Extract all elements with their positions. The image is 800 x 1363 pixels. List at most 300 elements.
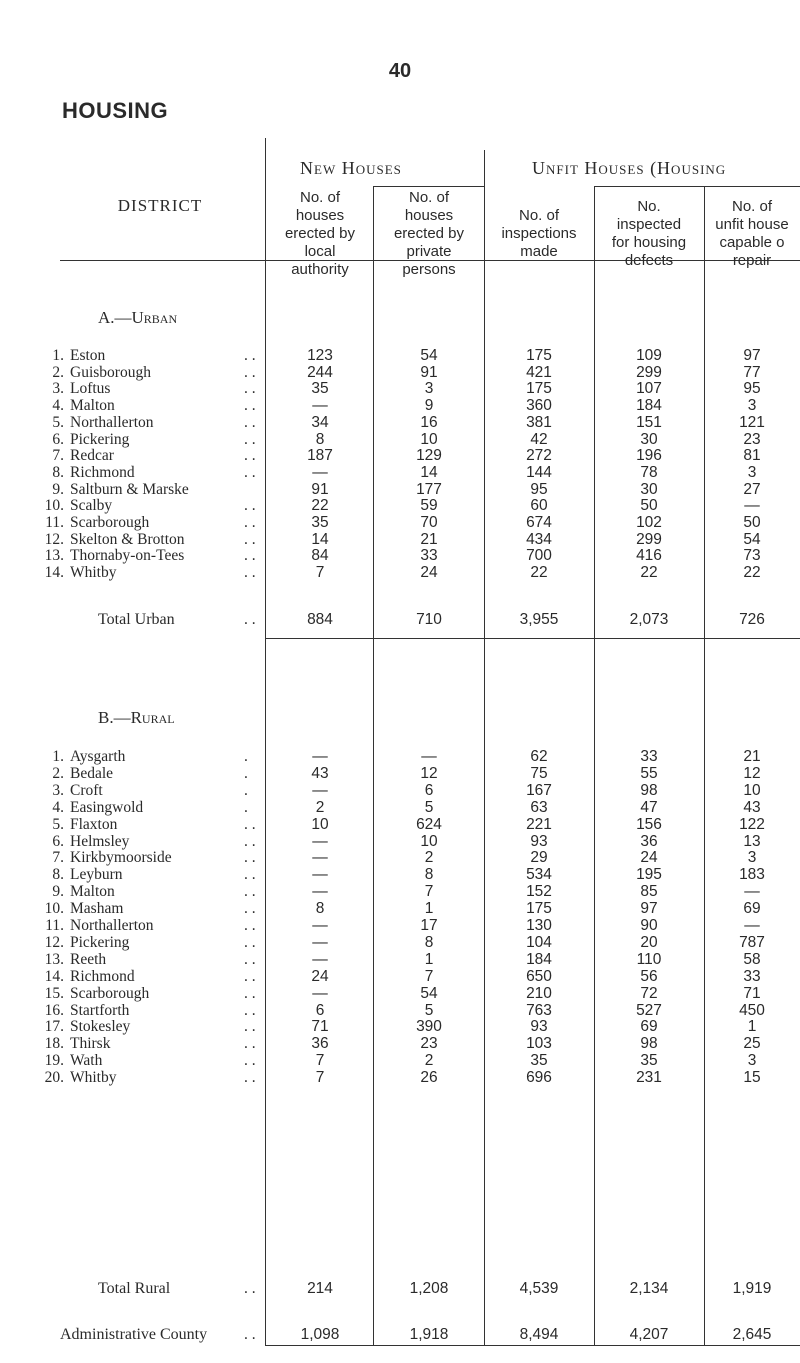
row-number: 15. xyxy=(44,984,64,1002)
leader-dots: . . xyxy=(244,900,256,918)
table-cell: 763 xyxy=(526,1001,552,1019)
table-cell: 98 xyxy=(640,1035,658,1053)
table-cell: 43 xyxy=(311,764,329,782)
group-header-new-houses: New Houses xyxy=(300,158,402,178)
table-cell: — xyxy=(312,748,328,765)
table-cell: 23 xyxy=(420,1035,438,1053)
district-name: Pickering xyxy=(70,933,130,951)
leader-dots: . . xyxy=(244,447,256,465)
table-cell: 26 xyxy=(420,1069,438,1087)
table-cell: 7 xyxy=(315,1052,325,1070)
leader-dots: . . xyxy=(244,849,256,867)
row-number: 1. xyxy=(52,347,64,364)
column-header-line: authority xyxy=(291,261,349,278)
table-cell: 54 xyxy=(420,984,438,1002)
table-cell: 102 xyxy=(636,514,662,531)
table-cell: 187 xyxy=(307,447,333,465)
table-cell: 151 xyxy=(636,413,662,431)
table-cell: 1 xyxy=(424,950,434,968)
table-cell: 3 xyxy=(747,463,757,481)
row-number: 4. xyxy=(52,798,64,816)
table-cell: 14 xyxy=(311,530,329,548)
table-cell: 97 xyxy=(640,900,658,918)
row-number: 7. xyxy=(52,447,64,465)
table-cell: 107 xyxy=(636,380,662,398)
table-cell: 299 xyxy=(636,530,662,548)
table-cell: 22 xyxy=(530,564,548,582)
column-header-line: unfit house xyxy=(715,216,789,233)
column-header-line: local xyxy=(304,243,336,260)
leader-dots: . . xyxy=(244,1069,256,1087)
row-number: 8. xyxy=(52,463,64,481)
table-cell: 104 xyxy=(526,933,552,951)
table-row xyxy=(0,564,800,584)
table-cell: 3 xyxy=(747,849,757,867)
table-cell: 30 xyxy=(640,430,658,448)
table-cell: 33 xyxy=(640,748,658,765)
table-cell: 21 xyxy=(743,748,761,765)
row-number: 10. xyxy=(44,497,64,515)
table-cell: 184 xyxy=(526,950,552,968)
table-cell: — xyxy=(312,849,328,867)
row-number: 5. xyxy=(52,815,64,833)
leader-dots: . . xyxy=(244,347,256,364)
table-cell: 93 xyxy=(530,1018,548,1036)
total-cell: 1,918 xyxy=(409,1326,449,1343)
section-heading: HOUSING xyxy=(62,98,169,123)
total-cell: 710 xyxy=(416,611,442,628)
leader-dots: . . xyxy=(244,564,256,582)
total-label: Total Urban xyxy=(98,611,175,628)
table-cell: 6 xyxy=(315,1001,325,1019)
table-cell: 129 xyxy=(416,447,442,465)
table-cell: 50 xyxy=(743,514,761,531)
row-number: 3. xyxy=(52,380,64,398)
column-header xyxy=(594,198,704,270)
column-header-line: houses xyxy=(295,207,345,224)
leader-dots: . . xyxy=(244,1052,256,1070)
table-cell: — xyxy=(744,917,760,934)
district-name: Malton xyxy=(70,397,115,415)
table-cell: 177 xyxy=(416,480,442,498)
table-cell: 175 xyxy=(526,380,552,398)
table-cell: 121 xyxy=(739,413,765,431)
row-number: 7. xyxy=(52,849,64,867)
table-cell: 71 xyxy=(311,1018,329,1036)
table-cell: 36 xyxy=(311,1035,329,1053)
leader-dots: . . xyxy=(244,611,256,628)
total-cell: 1,208 xyxy=(409,1280,449,1297)
leader-dots: . . xyxy=(244,430,256,448)
table-cell: 69 xyxy=(743,900,761,918)
table-cell: 84 xyxy=(311,547,329,565)
column-header xyxy=(266,189,374,279)
table-cell: 25 xyxy=(743,1035,761,1053)
table-cell: 1 xyxy=(424,900,434,918)
district-name: Redcar xyxy=(70,447,114,465)
table-cell: 97 xyxy=(743,347,761,364)
table-cell: 14 xyxy=(420,463,438,481)
row-number: 1. xyxy=(52,748,64,765)
table-cell: 34 xyxy=(311,413,329,431)
district-name: Leyburn xyxy=(70,866,123,884)
table-cell: 144 xyxy=(526,463,552,481)
total-cell: 214 xyxy=(307,1280,333,1297)
column-header-line: No. xyxy=(637,198,661,215)
table-cell: 244 xyxy=(307,363,333,381)
table-cell: 30 xyxy=(640,480,658,498)
table-cell: 196 xyxy=(636,447,662,465)
district-name: Easingwold xyxy=(70,798,144,816)
table-cell: 167 xyxy=(526,781,552,799)
table-cell: 674 xyxy=(526,514,552,531)
table-cell: 7 xyxy=(315,1069,325,1087)
table-cell: 787 xyxy=(739,933,765,951)
column-header-line: made xyxy=(520,243,558,260)
table-cell: 17 xyxy=(420,917,438,934)
row-number: 16. xyxy=(44,1001,64,1019)
table-cell: 360 xyxy=(526,397,552,415)
group-header-unfit-houses: Unfit Houses (Housing xyxy=(532,158,727,178)
total-label: Total Rural xyxy=(98,1280,171,1297)
row-number: 6. xyxy=(52,430,64,448)
table-cell: 27 xyxy=(743,480,761,498)
column-header-line: inspected xyxy=(616,216,682,233)
total-cell: 2,645 xyxy=(732,1326,772,1343)
table-cell: 70 xyxy=(420,514,438,531)
district-name: Reeth xyxy=(70,950,107,968)
table-cell: 95 xyxy=(743,380,761,398)
table-cell: 50 xyxy=(640,497,658,515)
row-number: 12. xyxy=(44,933,64,951)
table-cell: 12 xyxy=(420,764,438,782)
table-cell: 8 xyxy=(315,430,325,448)
district-name: Scarborough xyxy=(70,984,150,1002)
table-cell: 103 xyxy=(526,1035,552,1053)
row-number: 10. xyxy=(44,900,64,918)
district-name: Helmsley xyxy=(70,832,130,850)
table-cell: 2 xyxy=(424,849,434,867)
column-header-line: No. of xyxy=(731,198,773,215)
table-cell: 434 xyxy=(526,530,552,548)
urban-heading: A.—Urban xyxy=(98,308,178,327)
page-number: 40 xyxy=(388,60,412,82)
table-cell: 130 xyxy=(526,917,552,934)
total-cell: 884 xyxy=(307,611,333,628)
district-name: Scalby xyxy=(70,497,113,515)
table-cell: 6 xyxy=(424,781,434,799)
district-name: Richmond xyxy=(70,463,135,481)
rural-heading: B.—Rural xyxy=(98,708,175,727)
row-number: 11. xyxy=(45,917,64,934)
table-cell: 7 xyxy=(424,967,434,985)
total-cell: 1,098 xyxy=(300,1326,340,1343)
table-cell: — xyxy=(312,463,328,481)
table-cell: 109 xyxy=(636,347,662,364)
total-label: Administrative County xyxy=(60,1326,208,1343)
table-cell: 29 xyxy=(530,849,548,867)
row-number: 11. xyxy=(45,514,64,531)
table-cell: — xyxy=(312,832,328,850)
table-cell: 231 xyxy=(636,1069,662,1087)
district-name: Whitby xyxy=(70,564,117,582)
table-cell: 85 xyxy=(640,883,658,901)
leader-dots: . . xyxy=(244,530,256,548)
table-cell: 10 xyxy=(743,781,761,799)
table-cell: 77 xyxy=(743,363,761,381)
district-name: Eston xyxy=(70,347,106,364)
table-cell: 15 xyxy=(743,1069,761,1087)
table-cell: 69 xyxy=(640,1018,658,1036)
table-cell: 210 xyxy=(526,984,552,1002)
table-cell: 3 xyxy=(747,1052,757,1070)
table-cell: 23 xyxy=(743,430,761,448)
table-cell: 91 xyxy=(420,363,438,381)
column-header xyxy=(704,198,800,270)
table-cell: 650 xyxy=(526,967,552,985)
leader-dots: . . xyxy=(244,832,256,850)
district-name: Wath xyxy=(70,1052,103,1070)
district-name: Loftus xyxy=(70,380,111,398)
leader-dots: . . xyxy=(244,463,256,481)
district-name: Flaxton xyxy=(70,815,118,833)
table-cell: 9 xyxy=(424,397,434,415)
table-cell: 35 xyxy=(640,1052,658,1070)
leader-dots: . . xyxy=(244,967,256,985)
table-cell: 421 xyxy=(526,363,552,381)
total-cell: 2,134 xyxy=(629,1280,669,1297)
district-name: Scarborough xyxy=(70,514,150,531)
table-cell: 696 xyxy=(526,1069,552,1087)
table-cell: 110 xyxy=(636,950,662,968)
district-name: Masham xyxy=(70,900,124,918)
row-number: 14. xyxy=(44,564,64,582)
table-cell: 36 xyxy=(640,832,658,850)
table-cell: 8 xyxy=(315,900,325,918)
table-row xyxy=(0,1069,800,1089)
leader-dots: . . xyxy=(244,514,256,531)
row-number: 2. xyxy=(52,363,64,381)
district-header: DISTRICT xyxy=(117,196,203,215)
table-cell: 381 xyxy=(526,413,552,431)
district-name: Malton xyxy=(70,883,115,901)
table-cell: 10 xyxy=(311,815,329,833)
table-cell: 54 xyxy=(743,530,761,548)
column-header-line: No. of xyxy=(408,189,450,206)
row-number: 6. xyxy=(52,832,64,850)
leader-dots: . . xyxy=(244,815,256,833)
table-cell: 195 xyxy=(636,866,662,884)
column-header-line: persons xyxy=(402,261,456,278)
table-cell: 56 xyxy=(640,967,658,985)
district-name: Stokesley xyxy=(70,1018,131,1036)
table-cell: 24 xyxy=(420,564,438,582)
row-number: 20. xyxy=(44,1069,64,1087)
table-cell: 24 xyxy=(640,849,658,867)
table-cell: 534 xyxy=(526,866,552,884)
column-header-line: for housing xyxy=(611,234,687,251)
table-cell: 184 xyxy=(636,397,662,415)
row-rule xyxy=(265,638,800,639)
table-cell: 73 xyxy=(743,547,761,565)
leader-dots: . . xyxy=(244,950,256,968)
total-cell: 2,073 xyxy=(629,611,669,628)
row-number: 5. xyxy=(52,413,64,431)
row-number: 14. xyxy=(44,967,64,985)
row-number: 12. xyxy=(44,530,64,548)
column-header xyxy=(484,207,594,261)
column-header-line: erected by xyxy=(284,225,356,242)
table-cell: 81 xyxy=(743,447,761,465)
table-cell: 221 xyxy=(526,815,552,833)
table-cell: — xyxy=(312,781,328,799)
column-header-line: houses xyxy=(404,207,454,224)
leader-dots: . xyxy=(244,798,248,816)
column-header-line: capable o xyxy=(719,234,785,251)
table-cell: 90 xyxy=(640,917,658,934)
table-cell: 47 xyxy=(640,798,658,816)
table-cell: 3 xyxy=(747,397,757,415)
row-rule xyxy=(594,186,800,187)
table-cell: 152 xyxy=(526,883,552,901)
row-number: 13. xyxy=(44,547,64,565)
column-header xyxy=(374,189,484,279)
leader-dots: . . xyxy=(244,1280,256,1297)
leader-dots: . . xyxy=(244,866,256,884)
table-cell: 55 xyxy=(640,764,658,782)
leader-dots: . . xyxy=(244,497,256,515)
column-header-line: No. of xyxy=(518,207,560,224)
table-cell: 20 xyxy=(640,933,658,951)
table-cell: 2 xyxy=(315,798,325,816)
table-cell: 700 xyxy=(526,547,552,565)
leader-dots: . xyxy=(244,781,248,799)
table-cell: 527 xyxy=(636,1001,662,1019)
table-cell: 390 xyxy=(416,1018,442,1036)
district-name: Croft xyxy=(70,781,103,799)
district-name: Skelton & Brotton xyxy=(70,530,185,548)
leader-dots: . . xyxy=(244,883,256,901)
table-cell: — xyxy=(744,883,760,901)
row-rule xyxy=(373,186,484,187)
leader-dots: . . xyxy=(244,547,256,565)
table-cell: 62 xyxy=(530,748,548,765)
row-number: 4. xyxy=(52,397,64,415)
table-cell: 91 xyxy=(311,480,329,498)
table-cell: — xyxy=(312,984,328,1002)
district-name: Bedale xyxy=(70,764,114,782)
table-cell: 75 xyxy=(530,764,548,782)
table-cell: — xyxy=(312,933,328,951)
leader-dots: . . xyxy=(244,413,256,431)
district-name: Startforth xyxy=(70,1001,130,1019)
total-cell: 726 xyxy=(739,611,765,628)
table-cell: 33 xyxy=(420,547,438,565)
column-header-line: No. of xyxy=(299,189,341,206)
total-cell: 4,539 xyxy=(519,1280,559,1297)
table-cell: 16 xyxy=(420,413,438,431)
table-cell: 1 xyxy=(747,1018,757,1036)
leader-dots: . . xyxy=(244,1018,256,1036)
column-rule xyxy=(265,138,266,1345)
table-cell: 624 xyxy=(416,815,442,833)
table-cell: 450 xyxy=(739,1001,765,1019)
table-cell: 183 xyxy=(739,866,765,884)
column-header-line: inspections xyxy=(501,225,577,242)
table-cell: 22 xyxy=(640,564,658,582)
row-number: 17. xyxy=(44,1018,64,1036)
table-cell: 8 xyxy=(424,866,434,884)
row-number: 8. xyxy=(52,866,64,884)
total-row xyxy=(0,611,800,631)
district-name: Aysgarth xyxy=(70,748,126,765)
row-number: 9. xyxy=(52,480,64,498)
leader-dots: . . xyxy=(244,397,256,415)
district-name: Pickering xyxy=(70,430,130,448)
table-cell: — xyxy=(421,748,437,765)
leader-dots: . . xyxy=(244,1326,256,1343)
total-cell: 3,955 xyxy=(519,611,559,628)
table-cell: 122 xyxy=(739,815,765,833)
table-cell: 33 xyxy=(743,967,761,985)
leader-dots: . . xyxy=(244,363,256,381)
table-cell: 7 xyxy=(424,883,434,901)
table-cell: 123 xyxy=(307,347,333,364)
district-name: Northallerton xyxy=(70,413,154,431)
total-cell: 8,494 xyxy=(519,1326,559,1343)
district-name: Northallerton xyxy=(70,917,154,934)
district-name: Guisborough xyxy=(70,363,151,381)
table-cell: 272 xyxy=(526,447,552,465)
table-cell: 13 xyxy=(743,832,761,850)
column-header-line: repair xyxy=(732,252,772,269)
leader-dots: . . xyxy=(244,917,256,934)
table-cell: — xyxy=(312,917,328,934)
row-number: 3. xyxy=(52,781,64,799)
table-cell: 5 xyxy=(424,1001,434,1019)
leader-dots: . . xyxy=(244,984,256,1002)
column-header-line: defects xyxy=(624,252,674,269)
table-cell: — xyxy=(744,497,760,515)
table-cell: 299 xyxy=(636,363,662,381)
table-cell: 3 xyxy=(424,380,434,398)
table-cell: — xyxy=(312,883,328,901)
table-cell: 78 xyxy=(640,463,658,481)
table-cell: 12 xyxy=(743,764,761,782)
district-name: Thornaby-on-Tees xyxy=(70,547,185,565)
table-cell: 63 xyxy=(530,798,548,816)
district-name: Thirsk xyxy=(70,1035,111,1053)
table-cell: 10 xyxy=(420,430,438,448)
leader-dots: . xyxy=(244,748,248,765)
table-cell: 35 xyxy=(530,1052,548,1070)
leader-dots: . . xyxy=(244,380,256,398)
table-cell: 416 xyxy=(636,547,662,565)
total-row xyxy=(0,1280,800,1300)
table-cell: — xyxy=(312,397,328,415)
district-name: Whitby xyxy=(70,1069,117,1087)
column-header-line: erected by xyxy=(393,225,465,242)
table-cell: 35 xyxy=(311,380,329,398)
table-cell: 21 xyxy=(420,530,438,548)
total-cell: 1,919 xyxy=(732,1280,772,1297)
table-cell: 93 xyxy=(530,832,548,850)
table-cell: 8 xyxy=(424,933,434,951)
table-cell: 24 xyxy=(311,967,329,985)
table-cell: — xyxy=(312,866,328,884)
table-cell: 2 xyxy=(424,1052,434,1070)
table-cell: 35 xyxy=(311,514,329,531)
